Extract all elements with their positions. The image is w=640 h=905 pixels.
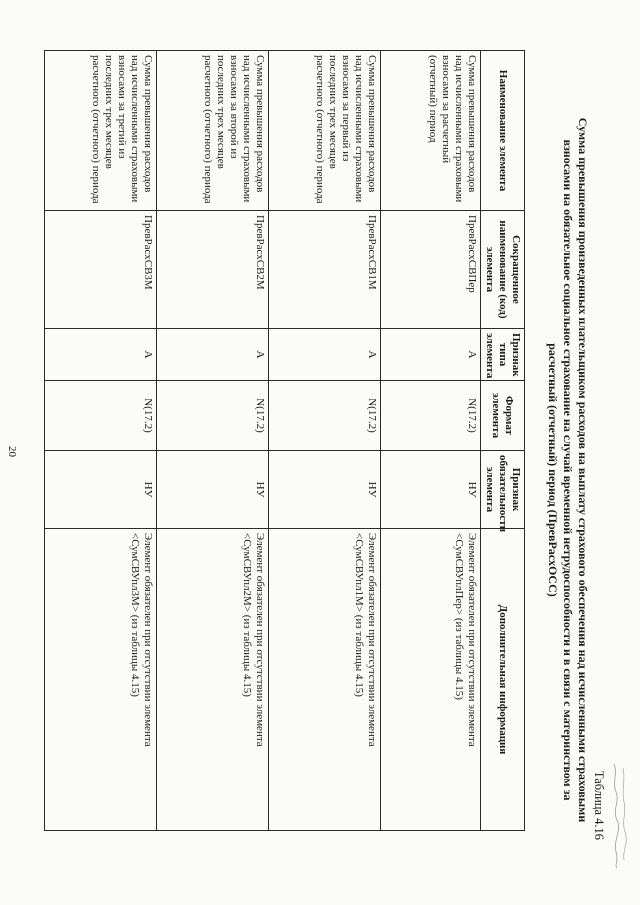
header-element-required: Признак обязательности элемента — [481, 451, 525, 529]
cell-element-type: А — [381, 329, 481, 381]
cell-element-required: НУ — [381, 451, 481, 529]
cell-element-name: Сумма превышения расходов над исчисленными страховыми взносами за первый из последних трех месяцев расчетного (отчетного) периода — [269, 51, 381, 211]
cell-element-format: N(17.2) — [269, 381, 381, 451]
header-element-code: Сокращенное наименование (код) элемента — [481, 211, 525, 329]
handwritten-note — [608, 760, 632, 870]
cell-element-code: ПревРасхСВ2М — [157, 211, 269, 329]
cell-element-required: НУ — [45, 451, 157, 529]
elements-table — [44, 50, 525, 831]
table-row — [157, 51, 269, 831]
page-number: 20 — [6, 446, 18, 457]
cell-element-required: НУ — [269, 451, 381, 529]
cell-element-code: ПревРасхСВ3М — [45, 211, 157, 329]
header-additional-info: Дополнительная информация — [481, 529, 525, 831]
cell-element-type: А — [45, 329, 157, 381]
header-element-name: Наименование элемента — [481, 51, 525, 211]
cell-element-code: ПревРасхСВПер — [381, 211, 481, 329]
cell-element-type: А — [157, 329, 269, 381]
table-title: Сумма превышения произведенных плательщиком расходов на выплату страхового обеспечения над исчисленными страховыми взносами на обязательное социальное страхование на случай временной нетрудоспособности и в связи с материнством за расчетный (отчетный) период (ПревРасхОСС) — [546, 117, 590, 823]
table-row — [269, 51, 381, 831]
header-element-type: Признак типа элемента — [481, 329, 525, 381]
table-label: Таблица 4.16 — [592, 770, 606, 840]
table-header-row — [481, 51, 525, 831]
cell-element-code: ПревРасхСВ1М — [269, 211, 381, 329]
cell-additional-info: Элемент обязателен при отсутствии элемента <СумСВУпл3М> (из таблицы 4.15) — [45, 529, 157, 831]
cell-element-format: N(17.2) — [45, 381, 157, 451]
cell-element-type: А — [269, 329, 381, 381]
table-row — [45, 51, 157, 831]
cell-element-name: Сумма превышения расходов над исчисленными страховыми взносами за второй из последних трех месяцев расчетного (отчетного) периода — [157, 51, 269, 211]
cell-element-name: Сумма превышения расходов над исчисленными страховыми взносами за третий из последних трех месяцев расчетного (отчетного) периода — [45, 51, 157, 211]
cell-additional-info: Элемент обязателен при отсутствии элемента <СумСВУплПер> (из таблицы 4.15) — [381, 529, 481, 831]
landscape-content — [0, 30, 610, 860]
cell-element-required: НУ — [157, 451, 269, 529]
header-element-format: Формат элемента — [481, 381, 525, 451]
cell-additional-info: Элемент обязателен при отсутствии элемента <СумСВУпл1М> (из таблицы 4.15) — [269, 529, 381, 831]
cell-element-format: N(17.2) — [381, 381, 481, 451]
table-row — [381, 51, 481, 831]
cell-element-name: Сумма превышения расходов над исчисленными страховыми взносами за расчетный (отчетный) период — [381, 51, 481, 211]
cell-additional-info: Элемент обязателен при отсутствии элемента <СумСВУпл2М> (из таблицы 4.15) — [157, 529, 269, 831]
cell-element-format: N(17.2) — [157, 381, 269, 451]
